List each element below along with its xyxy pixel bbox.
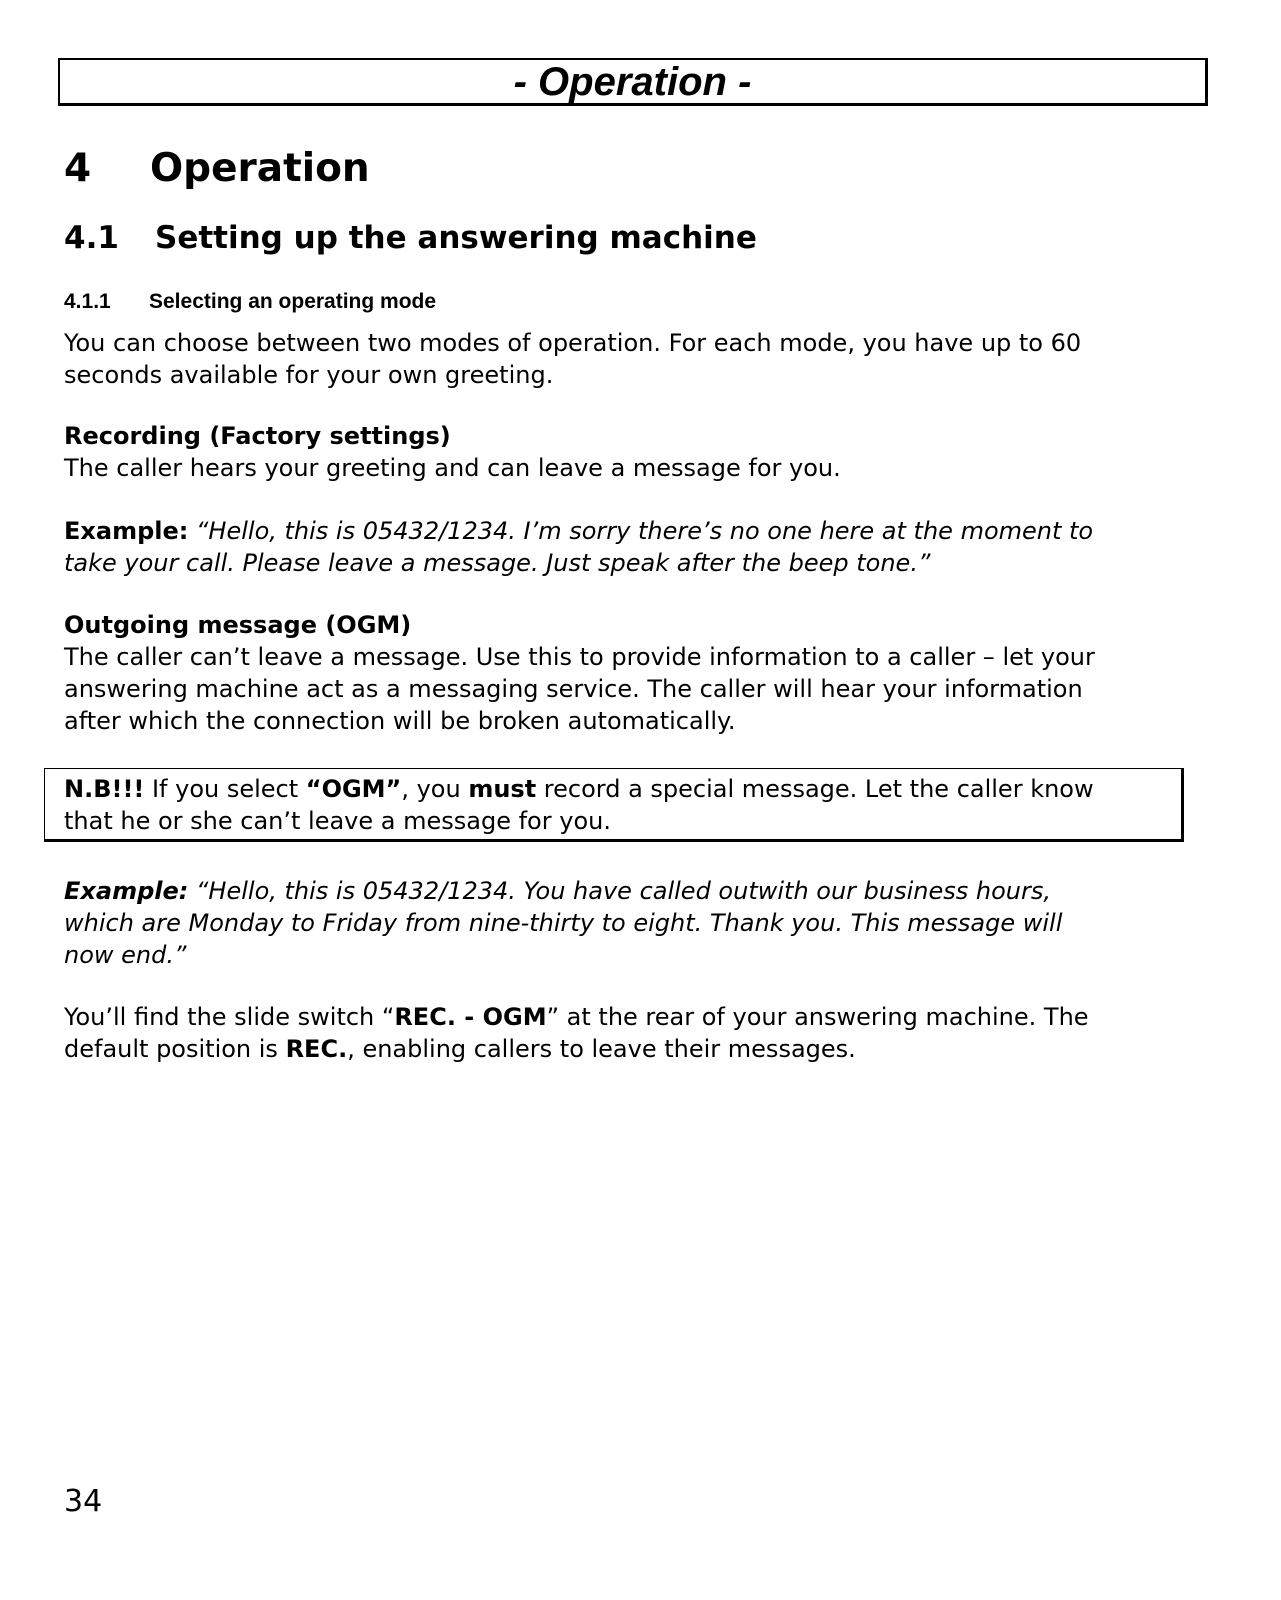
chapter-heading — [64, 146, 370, 193]
switch-fragment: , enabling callers to leave their messages. — [347, 1035, 856, 1063]
note-fragment: , you — [401, 775, 469, 803]
switch-fragment: You’ll find the slide switch “ — [64, 1003, 395, 1031]
intro-line: seconds available for your own greeting. — [64, 361, 554, 389]
chapter-title: Operation — [150, 146, 370, 191]
recording-heading: Recording (Factory settings) — [64, 422, 451, 450]
note-line: that he or she can’t leave a message for you. — [64, 807, 611, 835]
ogm-mode-paragraph — [64, 609, 1214, 737]
note-text — [64, 773, 1174, 837]
switch-name: REC. - OGM — [394, 1003, 547, 1031]
switch-fragment: default position is — [64, 1035, 286, 1063]
default-position: REC. — [285, 1035, 348, 1063]
ogm-heading: Outgoing message (OGM) — [64, 611, 412, 639]
subsection-heading — [64, 289, 436, 314]
example-label: Example: — [64, 517, 189, 545]
subsection-title: Selecting an operating mode — [149, 290, 437, 313]
intro-line: You can choose between two modes of operation. For each mode, you have up to 60 — [64, 329, 1082, 357]
note-label: N.B!!! — [64, 775, 145, 803]
recording-mode-paragraph — [64, 420, 1214, 484]
note-ogm-emphasis: “OGM” — [305, 775, 402, 803]
note-must-emphasis: must — [468, 775, 537, 803]
recording-text: The caller hears your greeting and can leave a message for you. — [64, 454, 841, 482]
section-number: 4.1 — [64, 220, 119, 256]
ogm-text-line: after which the connection will be broken automatically. — [64, 707, 736, 735]
running-header: - Operation - — [513, 59, 752, 104]
ogm-text-line: answering machine act as a messaging service. The caller will hear your information — [64, 675, 1083, 703]
example-1-paragraph — [64, 515, 1214, 579]
page-number: 34 — [64, 1484, 103, 1519]
running-header-box — [58, 58, 1208, 106]
intro-paragraph — [64, 327, 1214, 391]
section-title: Setting up the answering machine — [155, 220, 757, 256]
example-2-paragraph — [64, 875, 1214, 971]
section-heading — [64, 220, 757, 257]
note-fragment: If you select — [144, 775, 306, 803]
ogm-text-line: The caller can’t leave a message. Use this to provide information to a caller – let your — [64, 643, 1095, 671]
chapter-number: 4 — [64, 146, 92, 191]
example-text: now end.” — [64, 941, 187, 969]
switch-fragment: ” at the rear of your answering machine. The — [546, 1003, 1089, 1031]
subsection-number: 4.1.1 — [64, 290, 111, 313]
example-text: “Hello, this is 05432/1234. You have called outwith our business hours, — [188, 877, 1052, 905]
example-text: take your call. Please leave a message. Just speak after the beep tone.” — [64, 549, 931, 577]
example-text: which are Monday to Friday from nine-thirty to eight. Thank you. This message will — [64, 909, 1063, 937]
example-text: “Hello, this is 05432/1234. I’m sorry there’s no one here at the moment to — [188, 517, 1094, 545]
switch-paragraph — [64, 1001, 1214, 1065]
note-fragment: record a special message. Let the caller know — [536, 775, 1094, 803]
example-label: Example: — [64, 877, 189, 905]
